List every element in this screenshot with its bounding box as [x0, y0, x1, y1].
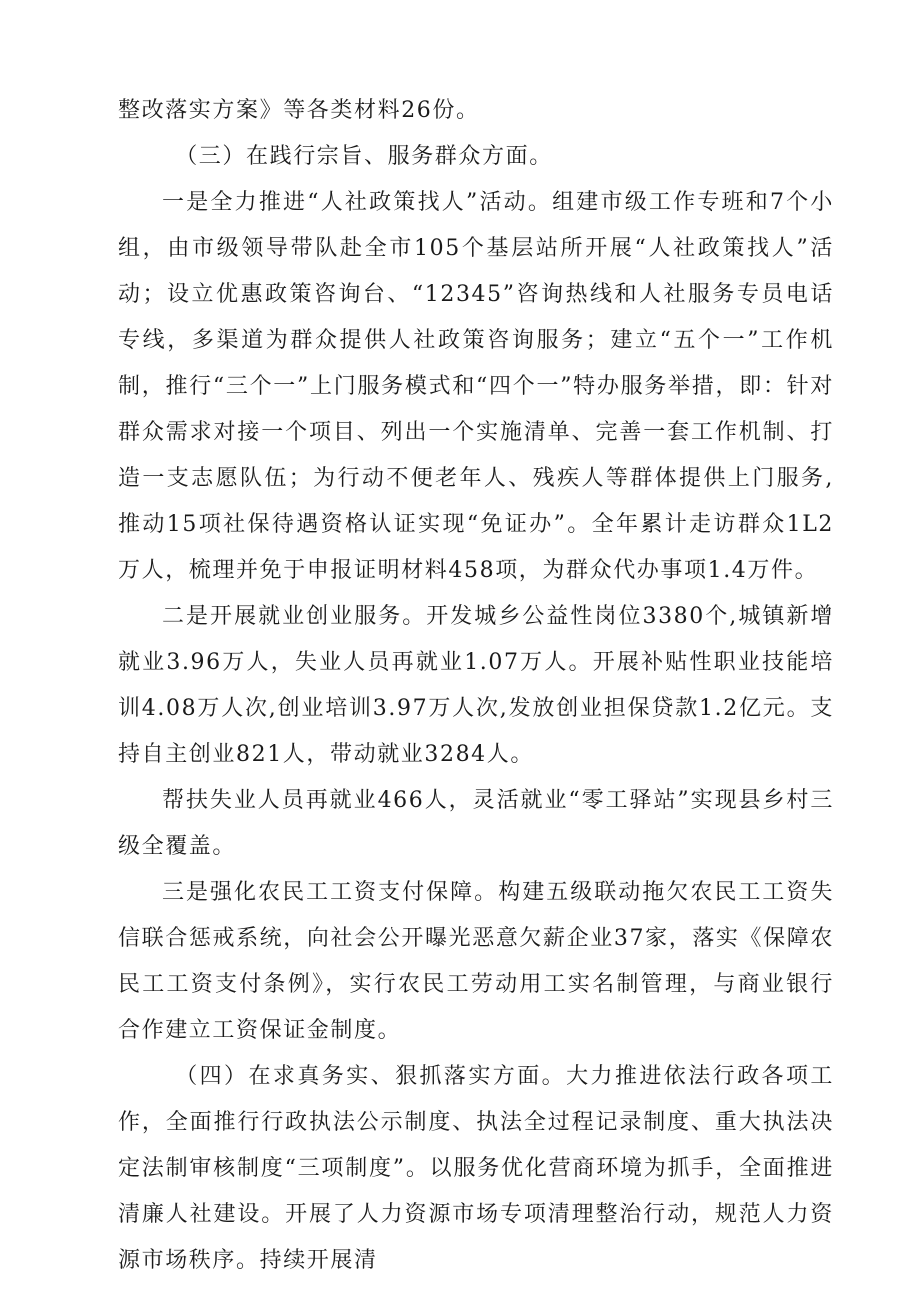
section-heading-3: （三）在践行宗旨、服务群众方面。: [175, 144, 553, 169]
paragraph-wage-protection: 三是强化农民工工资支付保障。构建五级联动拖欠农民工工资失信联合惩戒系统，向社会公开曝光恶意欠薪企业37家，落实《保障农民工工资支付条例》，实行农民工劳动用工实名制管理，与商业银行合作建立工资保证金制度。: [118, 880, 834, 1043]
paragraph-continuation: 整改落实方案》等各类材料26份。: [118, 98, 480, 123]
document-page: [118, 88, 834, 1284]
section-heading-4-paragraph: （四）在求真务实、狠抓落实方面。大力推进依法行政各项工作，全面推行行政执法公示制度、执法全过程记录制度、重大执法决定法制审核制度“三项制度”。以服务优化营商环境为抓手，全面推进清廉人社建设。开展了人力资源市场专项清理整治行动，规范人力资源市场秩序。持续开展清: [118, 1064, 834, 1273]
paragraph-reemployment-support: 帮扶失业人员再就业466人，灵活就业“零工驿站”实现县乡村三级全覆盖。: [118, 788, 834, 859]
paragraph-employment-services: 二是开展就业创业服务。开发城乡公益性岗位3380个,城镇新增就业3.96万人，失业人员再就业1.07万人。开展补贴性职业技能培训4.08万人次,创业培训3.97万人次,发放创业担保贷款1.2亿元。支持自主创业821人，带动就业3284人。: [118, 604, 834, 767]
paragraph-policy-outreach: 一是全力推进“人社政策找人”活动。组建市级工作专班和7个小组，由市级领导带队赴全市105个基层站所开展“人社政策找人”活动；设立优惠政策咨询台、“12345”咨询热线和人社服务专员电话专线，多渠道为群众提供人社政策咨询服务；建立“五个一”工作机制，推行“三个一”上门服务模式和“四个一”特办服务举措，即：针对群众需求对接一个项目、列出一个实施清单、完善一套工作机制、打造一支志愿队伍；为行动不便老年人、残疾人等群体提供上门服务,推动15项社保待遇资格认证实现“免证办”。全年累计走访群众1L2万人，梳理并免于申报证明材料458项，为群众代办事项1.4万件。: [118, 190, 834, 583]
